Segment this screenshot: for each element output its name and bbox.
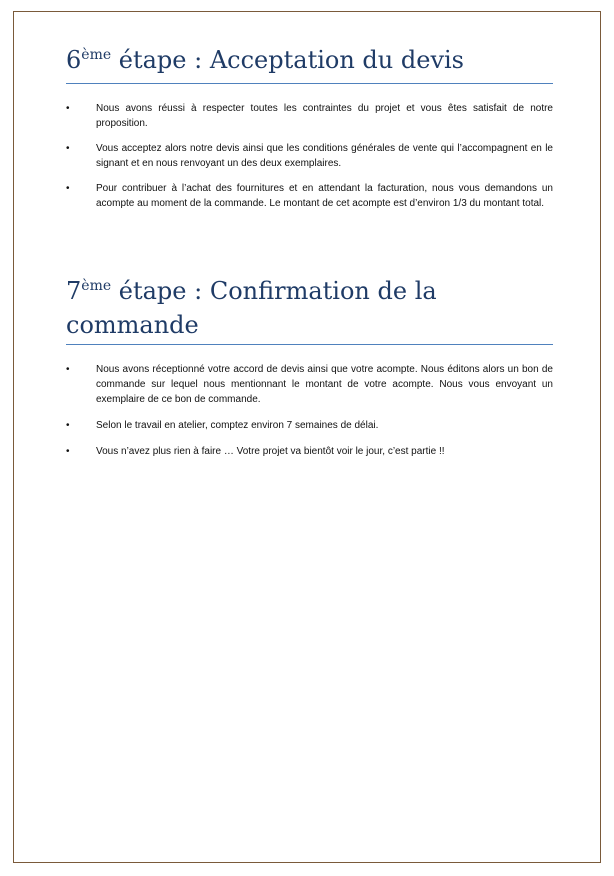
step-6-number: 6 [66,46,82,74]
list-item [66,101,553,131]
step-7-list [66,362,553,459]
list-item-text: Vous n’avez plus rien à faire … Votre projet va bientôt voir le jour, c’est partie !! [96,446,445,457]
list-item [66,181,553,211]
step-6-suffix: ème [81,47,112,63]
bullet-symbol: • [66,446,70,457]
heading-step-6 [66,45,553,84]
list-item [66,362,553,407]
step-7-number: 7 [66,277,82,305]
step-7-suffix: ème [81,278,112,294]
list-item [66,444,553,459]
bullet-symbol: • [66,364,70,375]
list-item-text: Vous acceptez alors notre devis ainsi que les conditions générales de vente qui l’accompagnent en le signant et en nous renvoyant un des deux exemplaires. [96,143,553,169]
list-item [66,418,553,433]
list-item-text: Nous avons réussi à respecter toutes les contraintes du projet et vous êtes satisfait de notre proposition. [96,103,553,129]
heading-step-7 [66,276,553,345]
step-7-title: étape : Confirmation de la commande [66,277,437,339]
document-page [13,11,601,863]
section-step-6 [66,45,553,211]
bullet-symbol: • [66,183,70,194]
list-item [66,141,553,171]
list-item-text: Selon le travail en atelier, comptez environ 7 semaines de délai. [96,420,379,431]
section-step-7 [66,276,553,459]
list-item-text: Pour contribuer à l’achat des fournitures et en attendant la facturation, nous vous demandons un acompte au moment de la commande. Le montant de cet acompte est d’environ 1/3 du montant total. [96,183,553,209]
step-6-title: étape : Acceptation du devis [111,46,464,74]
bullet-symbol: • [66,103,70,114]
bullet-symbol: • [66,420,70,431]
bullet-symbol: • [66,143,70,154]
list-item-text: Nous avons réceptionné votre accord de devis ainsi que votre acompte. Nous éditons alors un bon de commande sur lequel nous mentionnant le montant de votre acompte. Nous vous envoyant un exemplaire de ce bon de commande. [96,364,553,405]
step-6-list [66,101,553,211]
